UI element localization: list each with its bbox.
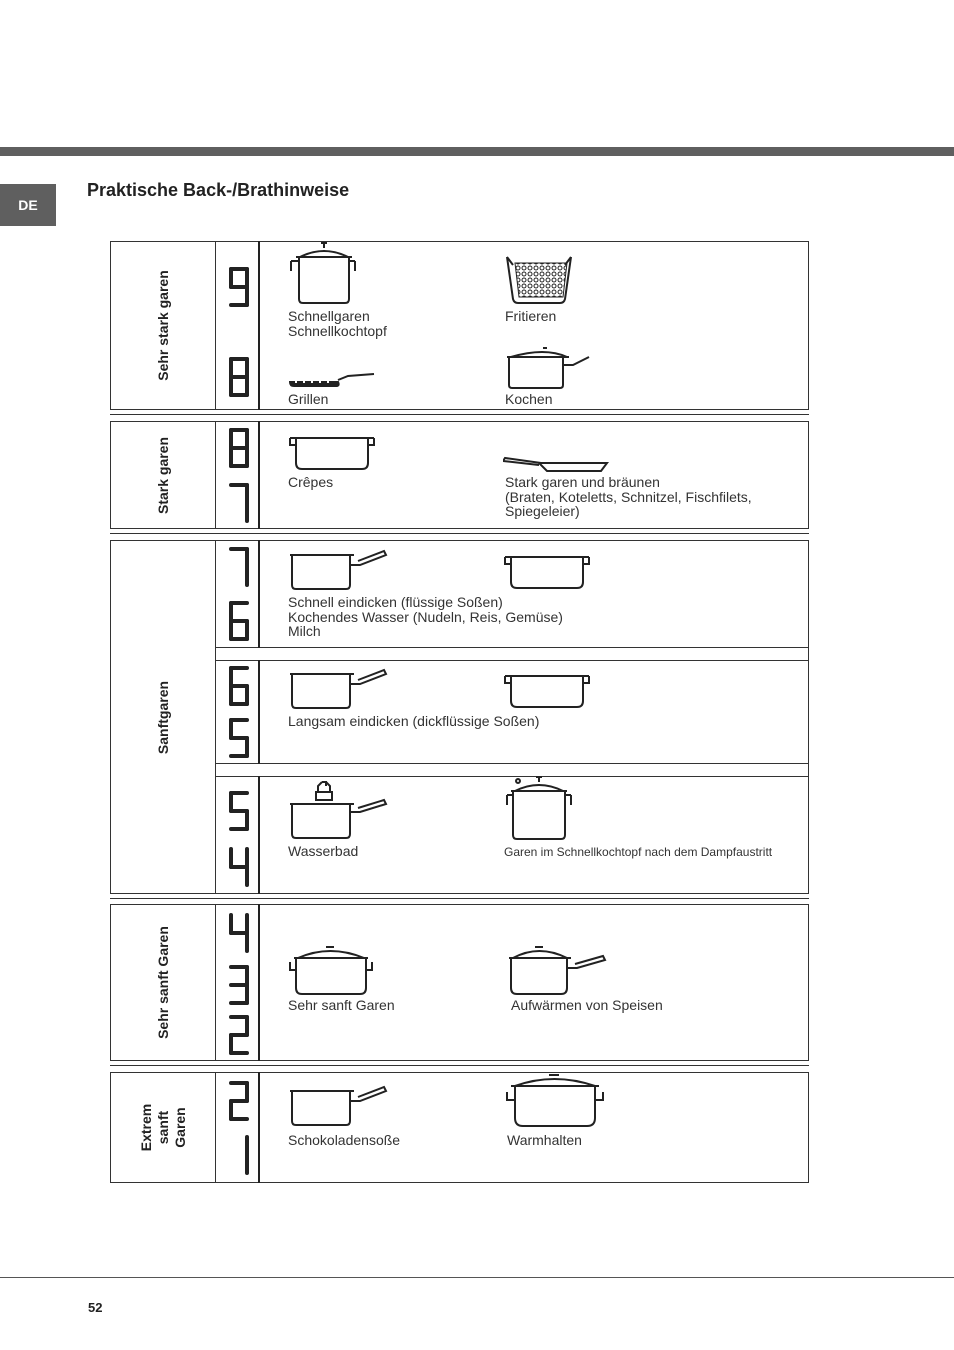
footer-rule — [0, 1277, 954, 1278]
power-level-digit — [226, 546, 252, 588]
row-divider — [216, 660, 809, 661]
column-line — [258, 1072, 260, 1183]
top-bar — [0, 147, 954, 156]
casserole-with-lid-icon — [288, 944, 374, 1001]
divider — [110, 414, 809, 415]
saucepan-icon — [288, 668, 388, 715]
row-divider — [216, 763, 809, 764]
page-number: 52 — [88, 1300, 103, 1315]
saucepan-icon — [288, 1085, 388, 1132]
power-level-digit — [226, 1134, 252, 1176]
column-line — [258, 421, 260, 529]
fryer-basket-icon — [503, 253, 575, 310]
column-line — [258, 776, 260, 894]
category-label: Extrem sanft Garen — [138, 1103, 188, 1152]
caption-fritieren: Fritieren — [505, 308, 557, 324]
caption-kochen: Kochen — [505, 391, 553, 407]
divider — [110, 898, 809, 899]
caption-aufwaermen: Aufwärmen von Speisen — [511, 997, 663, 1013]
caption-wasserbad: Wasserbad — [288, 843, 359, 859]
caption-garen-schnellkochtopf: Garen im Schnellkochtopf nach dem Dampfaustritt — [504, 845, 773, 859]
power-level-digit — [226, 665, 252, 707]
power-level-digit — [226, 600, 252, 642]
power-level-digit — [226, 1014, 252, 1056]
divider — [110, 533, 809, 534]
caption-langsam-eindicken: Langsam eindicken (dickflüssige Soßen) — [288, 713, 540, 729]
power-level-digit — [226, 790, 252, 832]
pot-with-lid-and-handle-icon — [505, 944, 609, 1001]
pressure-cooker-icon — [288, 241, 358, 310]
caption-stark-garen: Stark garen und bräunen (Braten, Koteletts, Schnitzel, Fischfilets, Spiegeleier) — [505, 474, 752, 519]
power-level-digit — [226, 356, 252, 398]
power-level-digit — [226, 717, 252, 759]
row-divider — [216, 647, 809, 648]
category-label: Sehr stark garen — [155, 270, 171, 381]
column-line — [258, 660, 260, 764]
language-tab: DE — [0, 184, 56, 226]
casserole-with-lid-icon — [505, 1072, 605, 1133]
caption-schokoladensosse: Schokoladensoße — [288, 1132, 401, 1148]
power-level-digit — [226, 482, 252, 524]
power-level-digit — [226, 266, 252, 308]
power-level-digit — [226, 1080, 252, 1122]
double-boiler-icon — [288, 778, 388, 845]
column-line — [258, 540, 260, 648]
column-line — [258, 241, 260, 410]
power-level-digit — [226, 846, 252, 888]
power-level-digit — [226, 964, 252, 1006]
category-label: Stark garen — [154, 436, 171, 514]
wide-pot-icon — [503, 671, 591, 714]
divider — [110, 1065, 809, 1066]
column-line — [258, 904, 260, 1061]
saucepan-icon — [288, 549, 388, 596]
page-title: Praktische Back-/Brathinweise — [87, 180, 350, 200]
power-level-digit — [226, 427, 252, 469]
power-level-digit — [226, 912, 252, 954]
category-label: Sehr sanft Garen — [155, 926, 172, 1039]
caption-schnell-eindicken: Schnell eindicken (flüssige Soßen) Kochendes Wasser (Nudeln, Reis, Gemüse) Milch — [288, 594, 563, 639]
caption-crepes: Crêpes — [288, 474, 334, 490]
wide-pot-icon — [503, 552, 591, 595]
pot-with-lid-and-handle-icon — [503, 345, 593, 395]
pressure-cooker-icon — [503, 775, 575, 846]
wide-pot-icon — [288, 433, 376, 476]
caption-schnellgaren: Schnellgaren Schnellkochtopf — [288, 308, 387, 339]
caption-sehr-sanft: Sehr sanft Garen — [288, 997, 395, 1013]
caption-warmhalten: Warmhalten — [507, 1132, 582, 1148]
category-label: Sanftgaren — [155, 680, 171, 754]
caption-grillen: Grillen — [288, 391, 329, 407]
